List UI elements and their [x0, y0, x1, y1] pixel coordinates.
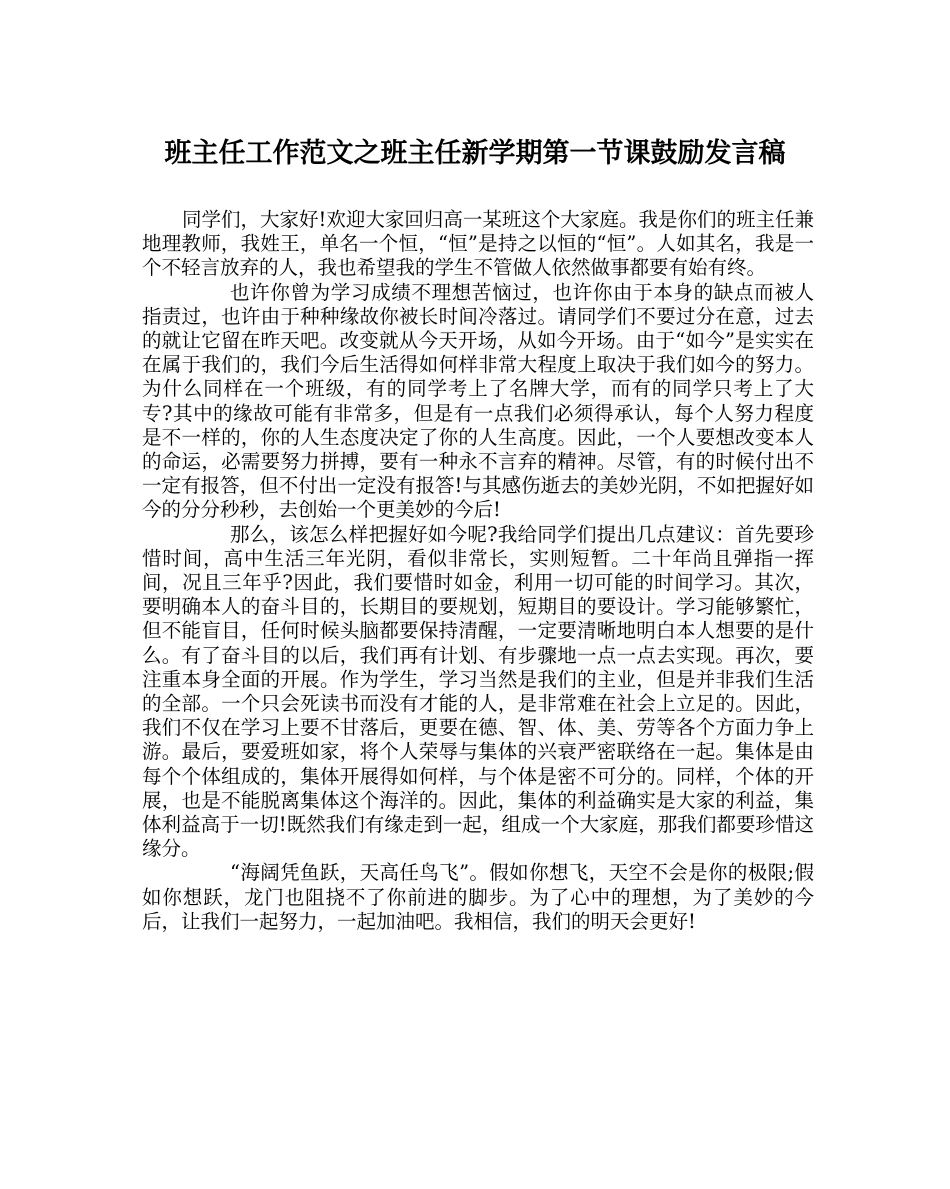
- body-paragraph-encouragement: 也许你曾为学习成绩不理想苦恼过，也许你由于本身的缺点而被人指责过，也许由于种种缘故你被长时间冷落过。请同学们不要过分在意，过去的就让它留在昨天吧。改变就从今天开场，从如今开场。由于“如今”是实实在在属于我们的，我们今后生活得如何样非常大程度上取决于我们如今的努力。为什么同样在一个班级，有的同学考上了名牌大学，而有的同学只考上了大专?其中的缘故可能有非常多，但是有一点我们必须得承认，每个人努力程度是不一样的，你的人生态度决定了你的人生高度。因此，一个人要想改变本人的命运，必需要努力拼搏，要有一种永不言弃的精神。尽管，有的时候付出不一定有报答，但不付出一定没有报答!与其感伤逝去的美妙光阴，不如把握好如今的分分秒秒，去创始一个更美妙的今后!: [142, 280, 814, 522]
- body-paragraph-greeting: 同学们，大家好!欢迎大家回归高一某班这个大家庭。我是你们的班主任兼地理教师，我姓王，单名一个恒，“恒”是持之以恒的“恒”。人如其名，我是一个不轻言放弃的人，我也希望我的学生不管做人依然做事都要有始有终。: [142, 208, 814, 280]
- body-paragraph-closing: “海阔凭鱼跃，天高任鸟飞”。假如你想飞，天空不会是你的极限;假如你想跃，龙门也阻挠不了你前进的脚步。为了心中的理想，为了美妙的今后，让我们一起努力，一起加油吧。我相信，我们的明天会更好!: [142, 861, 814, 933]
- document-title: 班主任工作范文之班主任新学期第一节课鼓励发言稿: [164, 138, 786, 169]
- document-body: [142, 208, 814, 934]
- body-paragraph-suggestions: 那么，该怎么样把握好如今呢?我给同学们提出几点建议：首先要珍惜时间，高中生活三年光阴，看似非常长，实则短暂。二十年尚且弹指一挥间，况且三年乎?因此，我们要惜时如金，利用一切可能的时间学习。其次，要明确本人的奋斗目的，长期目的要规划，短期目的要设计。学习能够繁忙，但不能盲目，任何时候头脑都要保持清醒，一定要清晰地明白本人想要的是什么。有了奋斗目的以后，我们再有计划、有步骤地一点一点去实现。再次，要注重本身全面的开展。作为学生，学习当然是我们的主业，但是并非我们生活的全部。一个只会死读书而没有才能的人，是非常难在社会上立足的。因此，我们不仅在学习上要不甘落后，更要在德、智、体、美、劳等各个方面力争上游。最后，要爱班如家，将个人荣辱与集体的兴衰严密联络在一起。集体是由每个个体组成的，集体开展得如何样，与个体是密不可分的。同样，个体的开展，也是不能脱离集体这个海洋的。因此，集体的利益确实是大家的利益，集体利益高于一切!既然我们有缘走到一起，组成一个大家庭，那我们都要珍惜这缘分。: [142, 522, 814, 861]
